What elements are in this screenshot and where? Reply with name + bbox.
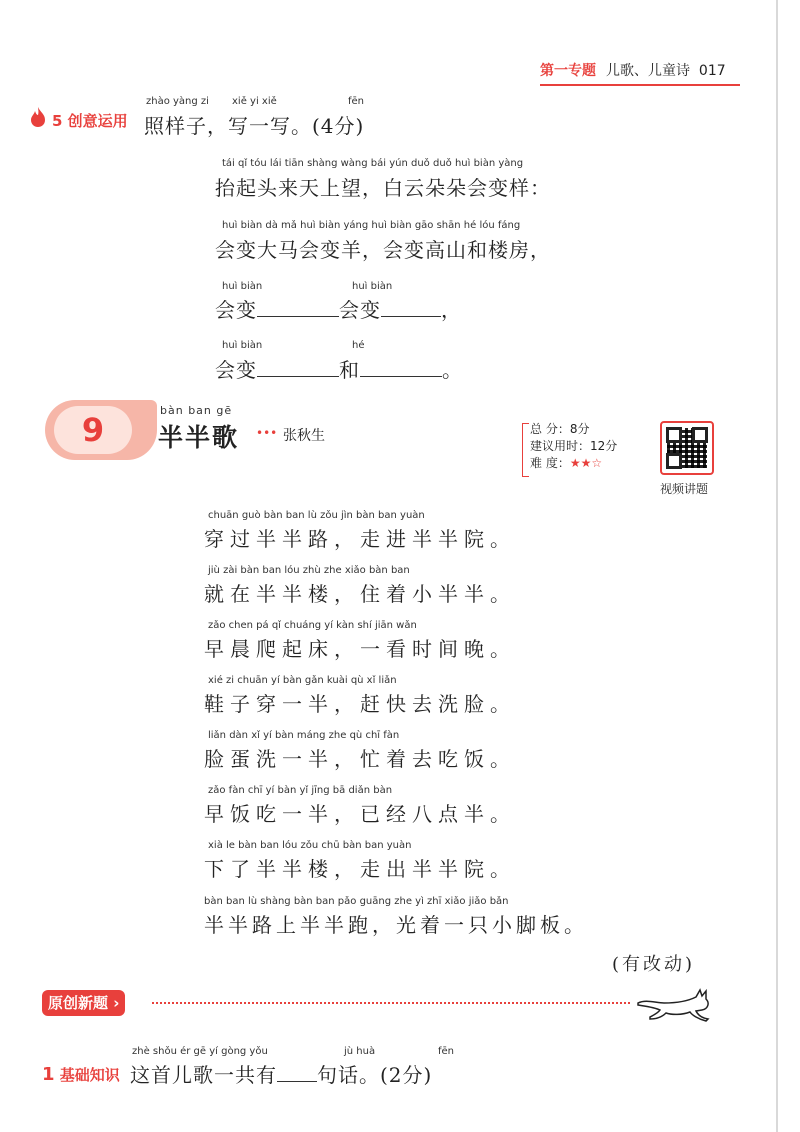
poem-pinyin: zǎo chen pá qǐ chuáng yí kàn shí jiān wǎn: [208, 620, 417, 631]
poem-pinyin: xià le bàn ban lóu zǒu chū bàn ban yuàn: [208, 840, 412, 851]
q5-fill-line-2: [215, 354, 463, 383]
q1-tag-label: 基础知识: [59, 1066, 120, 1084]
info-total: 总 分：8分: [530, 422, 590, 436]
dotted-divider: [152, 1002, 630, 1004]
answer-blank[interactable]: [381, 298, 441, 317]
q5-line-pinyin: tái qǐ tóu lái tiān shàng wàng bái yún duǒ duǒ huì biàn yàng: [222, 158, 524, 169]
poem-pinyin: bàn ban lù shàng bàn ban pǎo guāng zhe yì zhī xiǎo jiǎo bǎn: [204, 896, 509, 907]
q1-number: 1: [42, 1064, 55, 1085]
cat-icon: [636, 985, 716, 1025]
q5-line: 会变大马会变羊，会变高山和楼房，: [215, 238, 551, 262]
q5-fill2-pinyin-b: hé: [352, 340, 365, 351]
qr-corner: [666, 427, 682, 443]
page-number: 017: [698, 63, 726, 79]
header-rule: [540, 84, 740, 86]
poem-pinyin: xié zi chuān yí bàn gǎn kuài qù xǐ liǎn: [208, 675, 397, 686]
q5-number: 5: [52, 112, 63, 130]
q1-pinyin-b: jù huà: [344, 1046, 376, 1057]
q5-fill2-pinyin-a: huì biàn: [222, 340, 263, 351]
q1-pinyin-c: fēn: [438, 1046, 455, 1057]
poem-pinyin: liǎn dàn xǐ yí bàn máng zhe qù chī fàn: [208, 730, 400, 741]
q5-line: 抬起头来天上望，白云朵朵会变样：: [215, 176, 551, 200]
qr-corner: [666, 453, 682, 469]
header-section: 第一专题: [540, 63, 596, 79]
running-header: [540, 60, 726, 80]
q1-text-a: 这首儿歌一共有: [130, 1063, 277, 1087]
lesson-author: 张秋生: [283, 428, 325, 444]
q5-fill1-a: 会变: [215, 298, 257, 322]
q5-tag: [52, 110, 128, 131]
q5-fill-line-1: [215, 294, 462, 323]
lesson-number: 9: [54, 406, 132, 454]
q1-prompt: [130, 1059, 432, 1088]
q5-fill1-pinyin-b: huì biàn: [352, 281, 393, 292]
q1-text-b: 句话。(2分): [317, 1063, 433, 1087]
lesson-title: 半半歌: [158, 423, 240, 452]
answer-blank[interactable]: [257, 298, 339, 317]
q5-fill1-pinyin-a: huì biàn: [222, 281, 263, 292]
header-topic: 儿歌、儿童诗: [606, 63, 690, 79]
q5-fill1-end: ，: [441, 298, 462, 322]
q1-tag: [42, 1064, 120, 1085]
q5-line-pinyin: huì biàn dà mǎ huì biàn yáng huì biàn gāo shān hé lóu fáng: [222, 220, 521, 231]
page-edge: [776, 0, 778, 1132]
flame-icon: [30, 106, 46, 128]
info-time: 建议用时：12分: [530, 439, 618, 453]
poem-line: 就在半半楼，住着小半半。: [204, 582, 516, 606]
q5-tag-label: 创意运用: [67, 112, 128, 130]
author-dots: •••: [256, 426, 278, 440]
q1-pinyin-a: zhè shǒu ér gē yí gòng yǒu: [132, 1046, 268, 1057]
answer-blank[interactable]: [277, 1063, 317, 1082]
section-banner: 原创新题 ›: [42, 990, 125, 1016]
poem-line: 脸蛋洗一半，忙着去吃饭。: [204, 747, 516, 771]
q5-fill2-a: 会变: [215, 358, 257, 382]
qr-label: 视频讲题: [660, 482, 709, 496]
stars-filled: ★★: [569, 456, 592, 470]
poem-line: 鞋子穿一半，赶快去洗脸。: [204, 692, 516, 716]
answer-blank[interactable]: [257, 358, 339, 377]
info-bracket: [522, 423, 529, 477]
poem-line: 穿过半半路，走进半半院。: [204, 527, 516, 551]
poem-pinyin: zǎo fàn chī yí bàn yǐ jīng bā diǎn bàn: [208, 785, 393, 796]
banner-label: 原创新题: [48, 994, 109, 1012]
poem-line: 早晨爬起床，一看时间晚。: [204, 637, 516, 661]
poem-pinyin: chuān guò bàn ban lù zǒu jìn bàn ban yuàn: [208, 510, 425, 521]
info-difficulty: [530, 455, 617, 472]
q5-pinyin-1: zhào yàng zi: [146, 96, 209, 107]
difficulty-label: 难 度：: [530, 456, 570, 470]
q5-pinyin-3: fēn: [348, 96, 365, 107]
stars-empty: ☆: [591, 456, 603, 470]
qr-corner: [692, 427, 708, 443]
q5-fill2-end: 。: [442, 358, 463, 382]
q5-fill1-b: 会变: [339, 298, 381, 322]
poem-line: 早饭吃一半，已经八点半。: [204, 802, 516, 826]
qr-code-icon[interactable]: [660, 421, 714, 475]
poem-pinyin: jiù zài bàn ban lóu zhù zhe xiǎo bàn ban: [208, 565, 410, 576]
q5-fill2-b: 和: [339, 358, 360, 382]
adaptation-note: (有改动): [612, 954, 696, 975]
lesson-title-pinyin: bàn ban gē: [160, 404, 233, 417]
answer-blank[interactable]: [360, 358, 442, 377]
poem-line: 半半路上半半跑，光着一只小脚板。: [204, 913, 588, 937]
poem-line: 下了半半楼，走出半半院。: [204, 857, 516, 881]
q5-pinyin-2: xiě yi xiě: [232, 96, 277, 107]
lesson-info: [530, 421, 617, 472]
q5-prompt: 照样子，写一写。(4分): [144, 114, 365, 138]
